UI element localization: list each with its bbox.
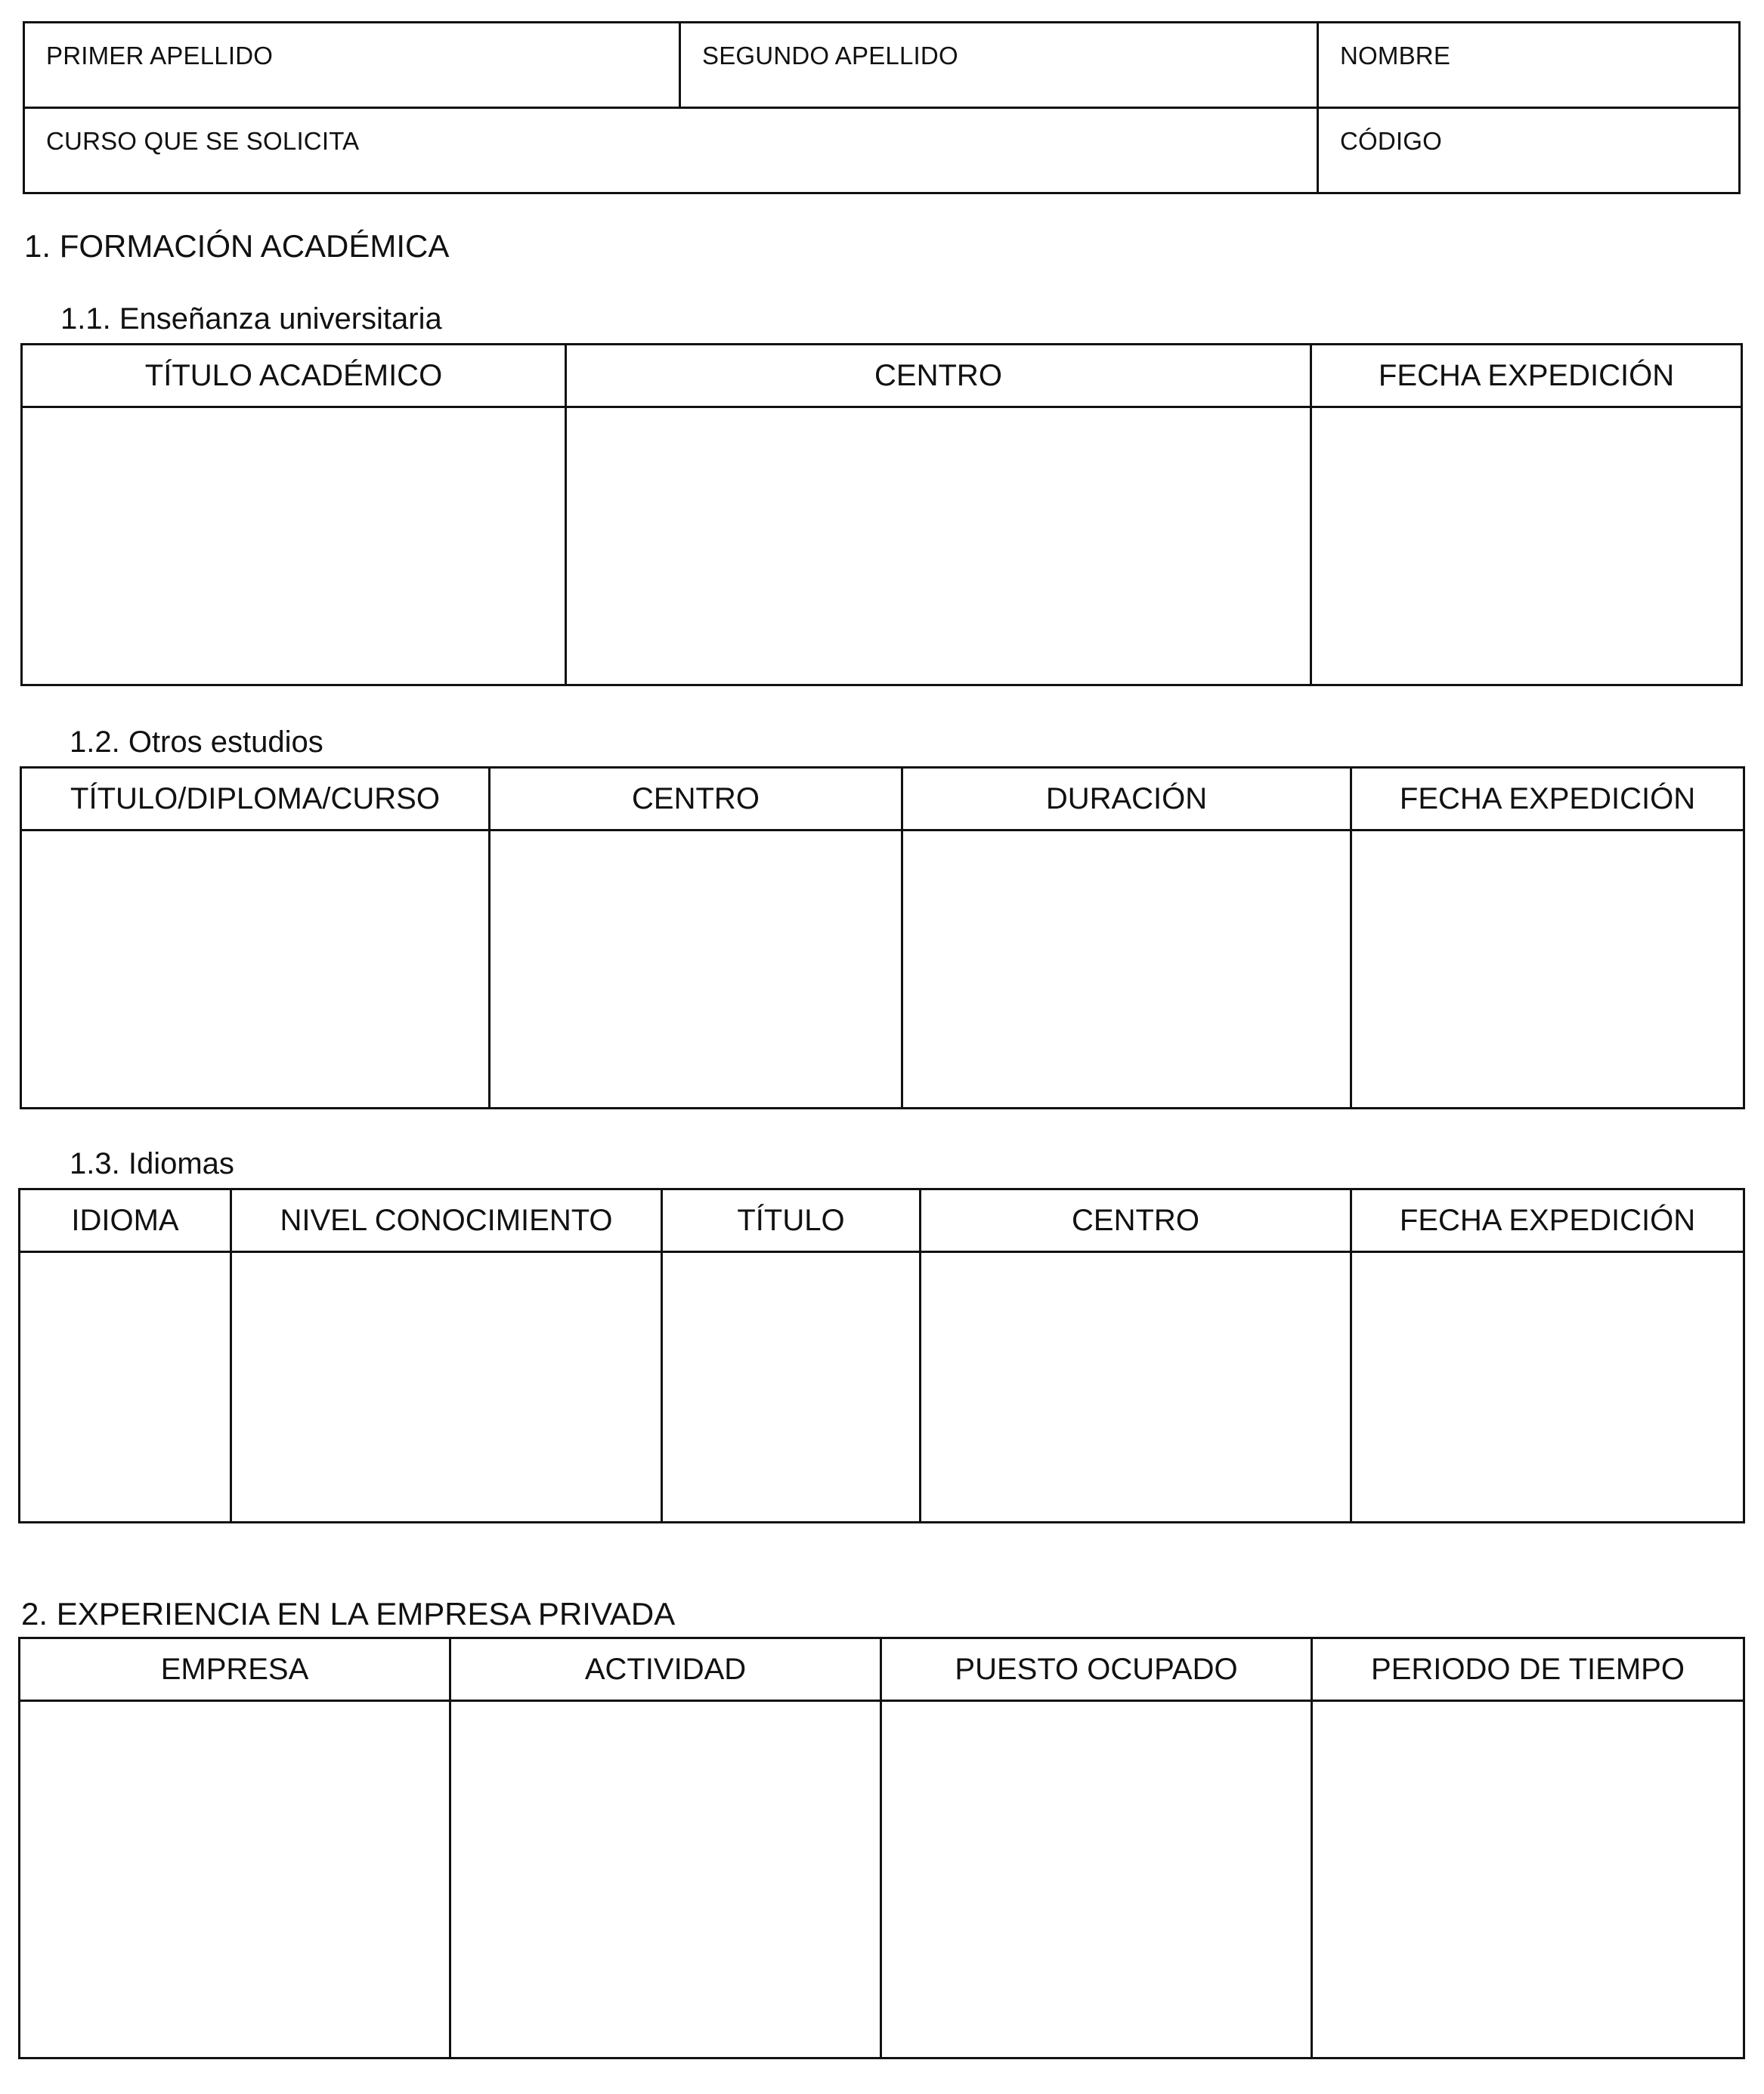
column-header: DURACIÓN	[902, 768, 1351, 830]
nombre-label: NOMBRE	[1340, 42, 1451, 70]
codigo-field[interactable]	[1318, 108, 1740, 193]
titulo-academico-cell[interactable]	[22, 407, 566, 685]
column-header: TÍTULO ACADÉMICO	[22, 345, 566, 407]
column-header: FECHA EXPEDICIÓN	[1351, 768, 1744, 830]
column-header: PUESTO OCUPADO	[881, 1638, 1312, 1701]
experiencia-table	[18, 1637, 1745, 2059]
section-1-title: 1. FORMACIÓN ACADÉMICA	[24, 228, 450, 264]
identification-table	[23, 21, 1741, 194]
column-header: NIVEL CONOCIMIENTO	[231, 1189, 662, 1252]
nivel-conocimiento-cell[interactable]	[231, 1252, 662, 1523]
section-2-title: 2. EXPERIENCIA EN LA EMPRESA PRIVADA	[21, 1596, 676, 1632]
subsection-1-2-title: 1.2. Otros estudios	[70, 725, 323, 759]
column-header: EMPRESA	[20, 1638, 450, 1701]
column-header: PERIODO DE TIEMPO	[1312, 1638, 1744, 1701]
titulo-diploma-curso-cell[interactable]	[21, 830, 490, 1109]
table-body-row	[20, 1701, 1744, 2058]
column-header: CENTRO	[921, 1189, 1351, 1252]
table-header-row	[22, 345, 1742, 407]
primer-apellido-field[interactable]	[24, 23, 680, 108]
column-header: CENTRO	[566, 345, 1311, 407]
table-header-row	[20, 1638, 1744, 1701]
fecha-expedicion-cell[interactable]	[1351, 1252, 1744, 1523]
table-body-row	[21, 830, 1744, 1109]
subsection-1-1-title: 1.1. Enseñanza universitaria	[60, 302, 442, 336]
codigo-label: CÓDIGO	[1340, 127, 1443, 155]
universitaria-table	[20, 343, 1743, 686]
segundo-apellido-label: SEGUNDO APELLIDO	[702, 42, 958, 70]
table-body-row	[22, 407, 1742, 685]
nombre-field[interactable]	[1318, 23, 1740, 108]
table-header-row	[21, 768, 1744, 830]
puesto-ocupado-cell[interactable]	[881, 1701, 1312, 2058]
column-header: CENTRO	[490, 768, 902, 830]
actividad-cell[interactable]	[450, 1701, 881, 2058]
curso-label: CURSO QUE SE SOLICITA	[46, 127, 360, 155]
titulo-cell[interactable]	[662, 1252, 921, 1523]
column-header: FECHA EXPEDICIÓN	[1351, 1189, 1744, 1252]
periodo-de-tiempo-cell[interactable]	[1312, 1701, 1744, 2058]
table-header-row	[20, 1189, 1744, 1252]
empresa-cell[interactable]	[20, 1701, 450, 2058]
otros-estudios-table	[20, 766, 1745, 1109]
column-header: ACTIVIDAD	[450, 1638, 881, 1701]
table-body-row	[20, 1252, 1744, 1523]
primer-apellido-label: PRIMER APELLIDO	[46, 42, 274, 70]
idioma-cell[interactable]	[20, 1252, 231, 1523]
centro-cell[interactable]	[566, 407, 1311, 685]
subsection-1-3-title: 1.3. Idiomas	[70, 1147, 234, 1180]
duracion-cell[interactable]	[902, 830, 1351, 1109]
column-header: IDIOMA	[20, 1189, 231, 1252]
column-header: FECHA EXPEDICIÓN	[1311, 345, 1742, 407]
column-header: TÍTULO	[662, 1189, 921, 1252]
centro-cell[interactable]	[921, 1252, 1351, 1523]
curso-field[interactable]	[24, 108, 1318, 193]
fecha-expedicion-cell[interactable]	[1351, 830, 1744, 1109]
column-header: TÍTULO/DIPLOMA/CURSO	[21, 768, 490, 830]
fecha-expedicion-cell[interactable]	[1311, 407, 1742, 685]
segundo-apellido-field[interactable]	[680, 23, 1318, 108]
idiomas-table	[18, 1188, 1745, 1523]
centro-cell[interactable]	[490, 830, 902, 1109]
